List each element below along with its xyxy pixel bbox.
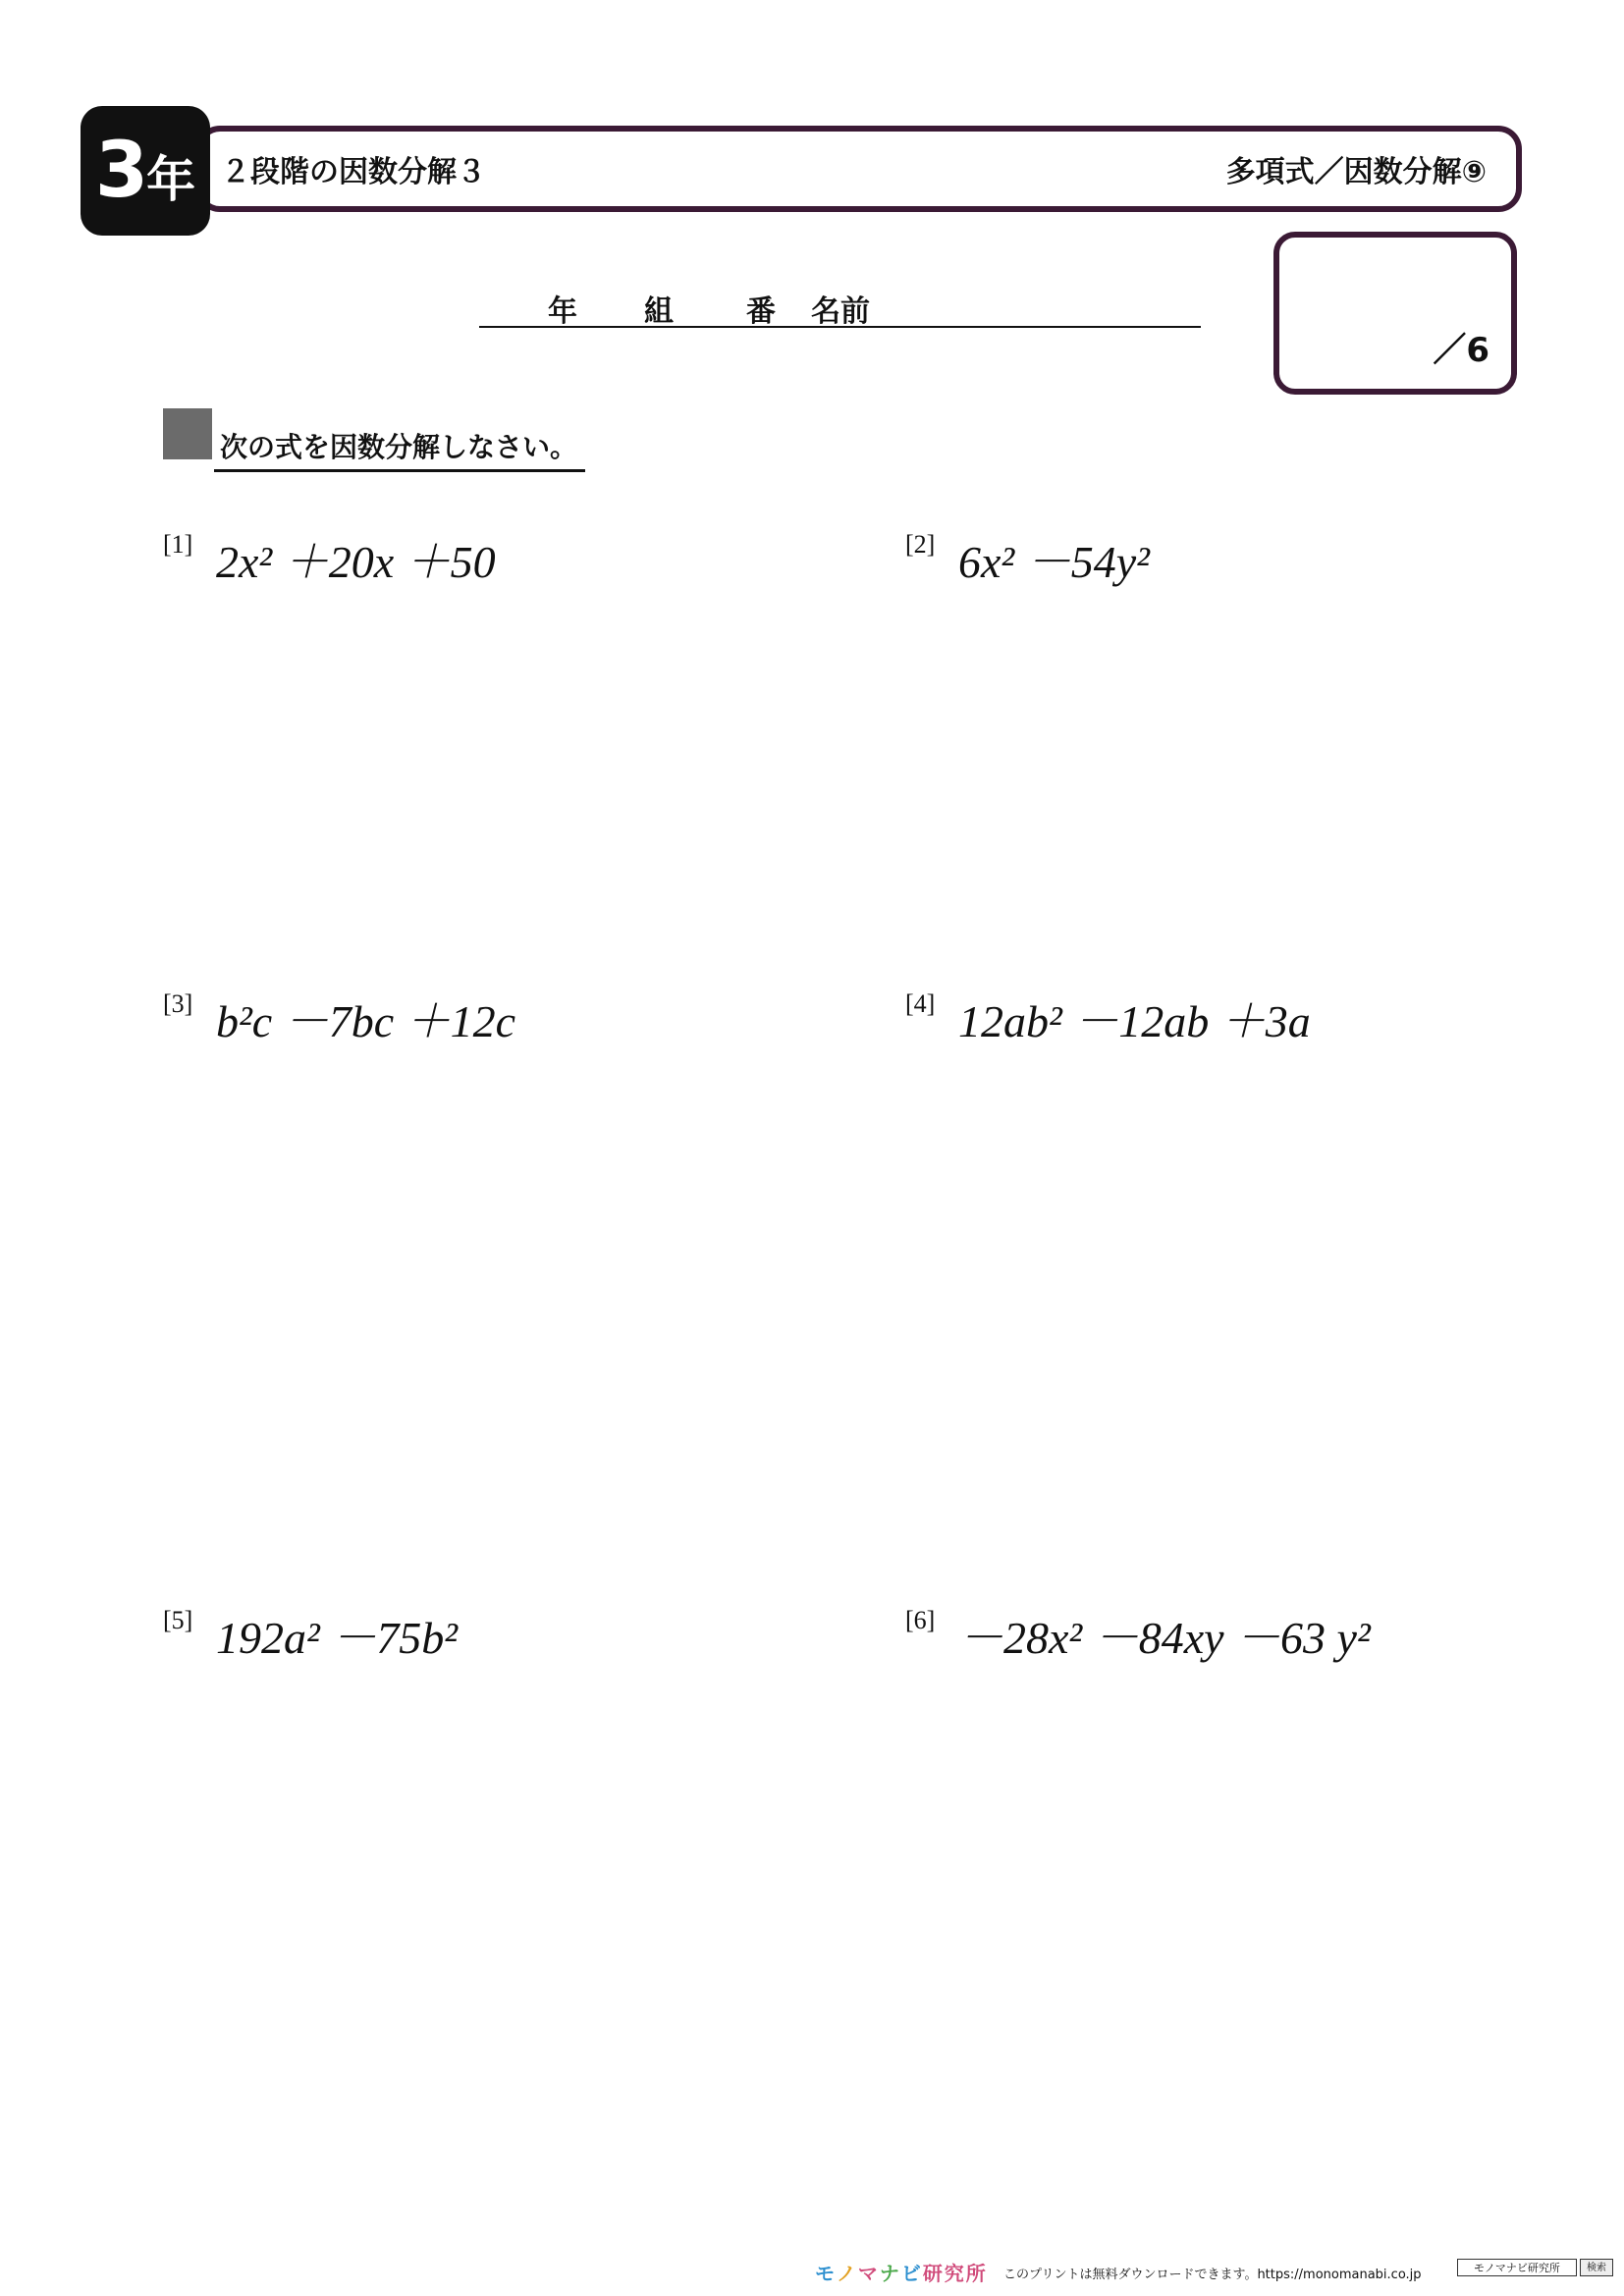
logo-char: モ [815,2262,837,2285]
instruction-text: 次の式を因数分解しなさい。 [214,426,585,472]
footer-note: このプリントは無料ダウンロードできます。https://monomanabi.co.jp [1003,2268,1422,2282]
name-label: 名前 [811,294,870,329]
year-label: 年 [548,294,577,329]
problem-number: [3] [163,989,193,1018]
problem-expression: －28x² －84xy －63 y² [958,1613,1371,1663]
problem-number: [1] [163,530,193,559]
footer-search-button[interactable]: 検索 [1580,2259,1613,2276]
problem-expression: 192a² －75b² [216,1613,459,1663]
score-total: ／6 [1433,331,1489,370]
problem-number: [2] [905,530,936,559]
instruction-marker [163,408,212,459]
grade-number: 3 [94,127,147,215]
footer-logo [815,2258,988,2286]
problem-expression: 2x² ＋20x ＋50 [216,537,496,587]
student-info-line [479,287,1201,328]
class-label: 組 [644,294,674,329]
logo-char: ビ [900,2262,923,2285]
logo-char: 研究所 [922,2262,988,2285]
problem-expression: 12ab² －12ab ＋3a [958,996,1311,1046]
logo-char: ナ [879,2262,901,2285]
worksheet-title: ２段階の因数分解３ [221,155,486,189]
problem-number: [4] [905,989,936,1018]
problem-number: [5] [163,1606,193,1634]
number-label: 番 [746,294,776,329]
grade-badge [81,106,210,236]
worksheet-topic: 多項式／因数分解⑨ [1225,155,1487,189]
problem-expression: b²c －7bc ＋12c [216,996,516,1046]
grade-suffix: 年 [146,151,196,208]
footer-search-input[interactable]: モノマナビ研究所 [1457,2259,1577,2276]
logo-char: マ [857,2262,880,2285]
problem-expression: 6x² －54y² [958,537,1150,587]
logo-char: ノ [836,2262,858,2285]
problem-number: [6] [905,1606,936,1634]
score-box [1273,232,1517,395]
